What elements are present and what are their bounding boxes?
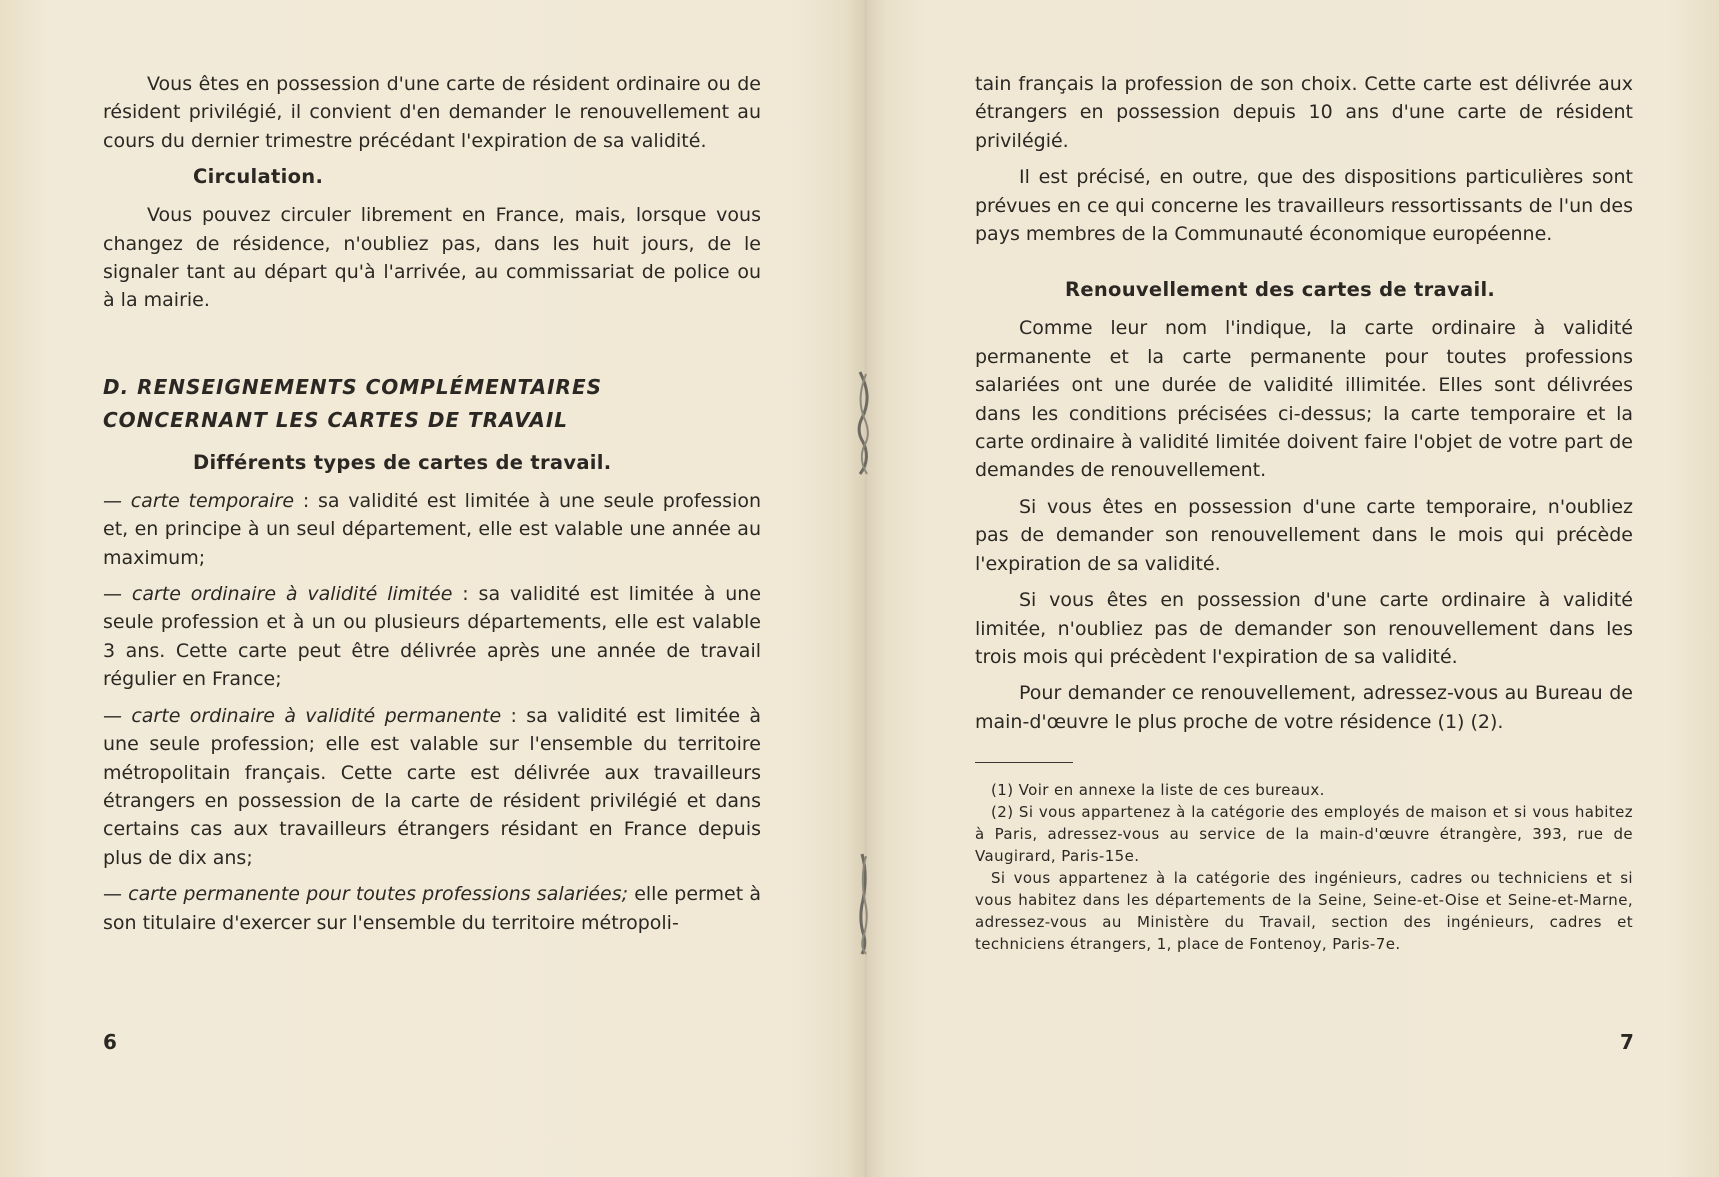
intro-paragraph: Vous êtes en possession d'une carte de résident ordinaire ou de résident privilégié, il convient d'en demander le renouvellement au cours du dernier trimestre précédant l'expiration de sa validité. xyxy=(103,73,761,152)
item-text: elle permet à son titulaire d'exercer sur l'ensemble du territoire métropoli- xyxy=(103,883,761,934)
footnote: Si vous appartenez à la catégorie des ingénieurs, cadres ou techniciens et si vous habitez dans les départements de la Seine, Seine-et-Oise et Seine-et-Marne, adressez-vous au Ministère du Travail, section des ingénieurs, cadres et techniciens étrangers, 1, place de Fontenoy, Paris-7e. xyxy=(975,869,1633,954)
section-title xyxy=(103,371,761,437)
item-separator: : xyxy=(452,583,479,606)
binding-stitch-top xyxy=(854,368,874,478)
types-heading: Différents types de cartes de travail. xyxy=(193,450,612,474)
renewal-paragraph: Comme leur nom l'indique, la carte ordinaire à validité permanente et la carte permanente pour toutes professions salariées ont une durée de validité illimitée. Elles sont délivrées dans les conditions précisées ci-dessus; la carte temporaire et la carte ordinaire à validité limitée doivent faire l'objet de votre part de demandes de renouvellement. xyxy=(975,317,1633,482)
binding-stitch-bottom xyxy=(854,850,874,956)
item-separator: : xyxy=(294,489,318,512)
page-number-left: 6 xyxy=(103,1030,117,1054)
item-label: — carte ordinaire à validité permanente xyxy=(103,704,502,727)
item-label: — carte permanente pour toutes professions salariées; xyxy=(103,883,629,906)
page-number-right: 7 xyxy=(1620,1030,1634,1054)
list-item xyxy=(103,702,761,872)
circulation-paragraph: Vous pouvez circuler librement en France, mais, lorsque vous changez de résidence, n'oubliez pas, dans les huit jours, de le signaler tant au départ qu'à l'arrivée, au commissariat de police ou à la mairie. xyxy=(103,204,761,312)
footnote-rule xyxy=(975,762,1073,763)
renewal-paragraph: Si vous êtes en possession d'une carte temporaire, n'oubliez pas de demander son renouvellement dans le mois qui précède l'expiration de sa validité. xyxy=(975,495,1633,575)
renewal-paragraph: Si vous êtes en possession d'une carte ordinaire à validité limitée, n'oubliez pas de demander son renouvellement dans les trois mois qui précèdent l'expiration de sa validité. xyxy=(975,589,1633,668)
section-title-line-2: CONCERNANT LES CARTES DE TRAVAIL xyxy=(103,407,568,432)
item-text: sa validité est limitée à une seule profession et, en principe à un seul département, elle est valable une année au maximum; xyxy=(103,489,761,569)
item-separator: : xyxy=(501,704,527,727)
item-label: — carte temporaire xyxy=(103,489,295,512)
precise-paragraph: Il est précisé, en outre, que des dispositions particulières sont prévues en ce qui concerne les travailleurs ressortissants de l'un des pays membres de la Communauté économique européenne. xyxy=(975,166,1633,246)
binding-gutter xyxy=(846,0,886,1177)
item-label: — carte ordinaire à validité limitée xyxy=(103,583,453,606)
list-item xyxy=(103,487,761,572)
continuation-paragraph: tain français la profession de son choix. Cette carte est délivrée aux étrangers en possession depuis 10 ans d'une carte de résident privilégié. xyxy=(975,73,1633,152)
left-page xyxy=(103,70,761,937)
list-item xyxy=(103,580,761,694)
footnote: (1) Voir en annexe la liste de ces bureaux. xyxy=(991,781,1325,800)
footnote: (2) Si vous appartenez à la catégorie des employés de maison et si vous habitez à Paris, adressez-vous au service de la main-d'œuvre étrangère, 393, rue de Vaugirard, Paris-15e. xyxy=(975,803,1633,866)
right-page xyxy=(975,70,1633,955)
item-text: sa validité est limitée à une seule profession et à un ou plusieurs départements, elle est valable 3 ans. Cette carte peut être délivrée après une année de travail régulier en France; xyxy=(103,583,762,691)
renewal-paragraph: Pour demander ce renouvellement, adressez-vous au Bureau de main-d'œuvre le plus proche de votre résidence (1) (2). xyxy=(975,682,1633,733)
section-title-line-1: D. RENSEIGNEMENTS COMPLÉMENTAIRES xyxy=(103,374,603,399)
circulation-heading: Circulation. xyxy=(193,165,324,189)
item-text: sa validité est limitée à une seule profession; elle est valable sur l'ensemble du territoire métropolitain français. Cette carte est délivrée aux travailleurs étrangers en possession de la carte de résident privilégié et dans certains cas aux travailleurs étrangers résidant en France depuis plus de dix ans; xyxy=(103,704,761,869)
list-item xyxy=(103,880,761,937)
renewal-heading: Renouvellement des cartes de travail. xyxy=(1065,278,1496,302)
